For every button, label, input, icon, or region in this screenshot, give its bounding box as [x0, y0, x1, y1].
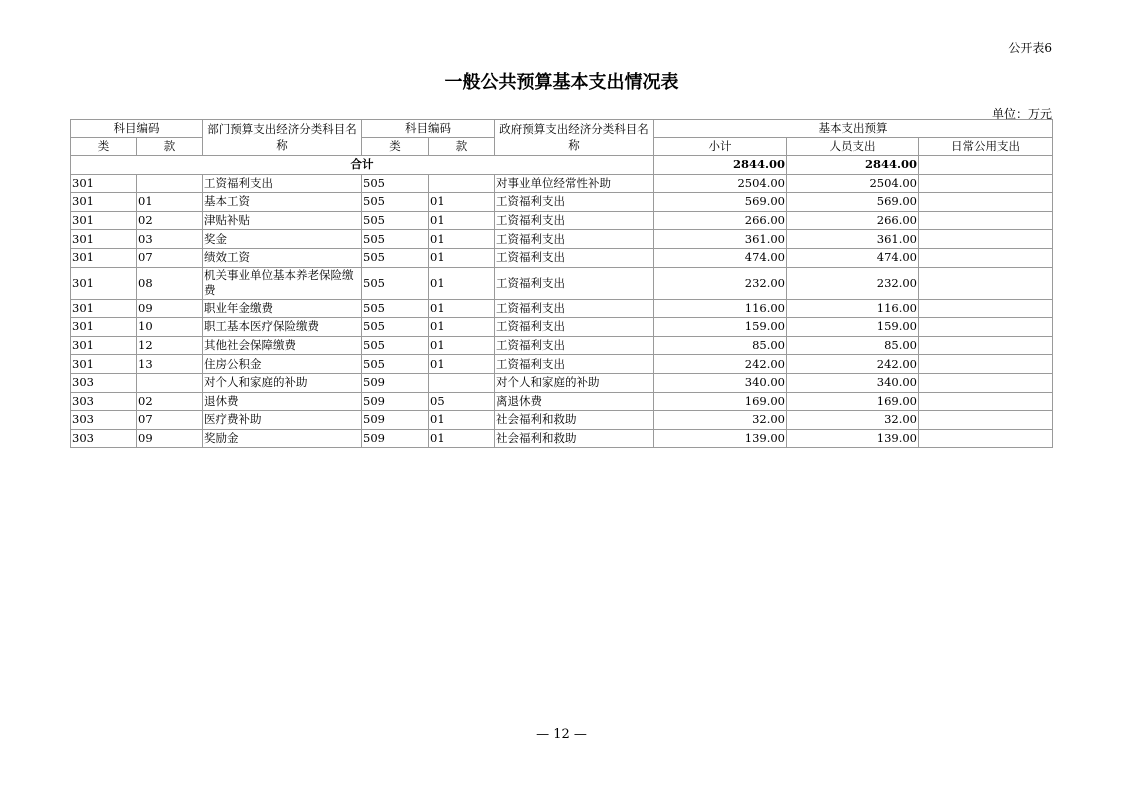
table-row: [71, 193, 1053, 212]
cell-gov-item: 01: [429, 411, 495, 430]
cell-dept-name: 其他社会保障缴费: [203, 336, 362, 355]
cell-dept-item: [137, 373, 203, 392]
cell-dept-name: 工资福利支出: [203, 174, 362, 193]
header-gov-name: 政府预算支出经济分类科目名称: [495, 120, 654, 156]
cell-dept-name: 机关事业单位基本养老保险缴费: [203, 267, 362, 299]
table-row: [71, 267, 1053, 299]
cell-gov-item: 01: [429, 248, 495, 267]
cell-subtotal: 242.00: [654, 355, 787, 374]
cell-gov-item: 01: [429, 267, 495, 299]
cell-gov-item: [429, 373, 495, 392]
cell-gov-item: [429, 174, 495, 193]
budget-table: [70, 119, 1053, 448]
cell-dept-name: 职业年金缴费: [203, 299, 362, 318]
cell-gov-name: 工资福利支出: [495, 318, 654, 337]
cell-personnel: 266.00: [787, 211, 919, 230]
total-daily: [919, 156, 1053, 175]
page-title: 一般公共预算基本支出情况表: [444, 72, 679, 93]
table-header: [71, 120, 1053, 156]
total-label: 合计: [71, 156, 654, 175]
cell-subtotal: 169.00: [654, 392, 787, 411]
cell-personnel: 169.00: [787, 392, 919, 411]
cell-dept-class: 301: [71, 248, 137, 267]
cell-subtotal: 159.00: [654, 318, 787, 337]
cell-dept-item: 02: [137, 211, 203, 230]
cell-dept-name: 绩效工资: [203, 248, 362, 267]
form-number: 公开表6: [1008, 41, 1052, 55]
cell-daily: [919, 373, 1053, 392]
cell-personnel: 340.00: [787, 373, 919, 392]
total-subtotal: 2844.00: [654, 156, 787, 175]
cell-personnel: 139.00: [787, 429, 919, 448]
table-row: [71, 355, 1053, 374]
cell-dept-class: 301: [71, 230, 137, 249]
cell-gov-name: 社会福利和救助: [495, 429, 654, 448]
table-row: [71, 230, 1053, 249]
cell-gov-item: 01: [429, 318, 495, 337]
cell-gov-class: 505: [362, 299, 429, 318]
cell-gov-name: 工资福利支出: [495, 248, 654, 267]
cell-gov-class: 505: [362, 174, 429, 193]
header-dept-class: 类: [71, 138, 137, 156]
cell-dept-item: 10: [137, 318, 203, 337]
cell-daily: [919, 355, 1053, 374]
header-gov-code: 科目编码: [362, 120, 495, 138]
cell-dept-class: 303: [71, 429, 137, 448]
cell-gov-class: 505: [362, 211, 429, 230]
cell-dept-item: 07: [137, 248, 203, 267]
header-gov-item: 款: [429, 138, 495, 156]
cell-dept-name: 退休费: [203, 392, 362, 411]
cell-subtotal: 340.00: [654, 373, 787, 392]
header-daily: 日常公用支出: [919, 138, 1053, 156]
page-number: — 12 —: [536, 727, 587, 742]
table-row: [71, 318, 1053, 337]
cell-daily: [919, 211, 1053, 230]
cell-dept-class: 303: [71, 373, 137, 392]
total-personnel: 2844.00: [787, 156, 919, 175]
cell-subtotal: 361.00: [654, 230, 787, 249]
cell-dept-item: 09: [137, 429, 203, 448]
cell-gov-class: 509: [362, 429, 429, 448]
cell-gov-class: 505: [362, 193, 429, 212]
table-row: [71, 429, 1053, 448]
cell-gov-class: 505: [362, 230, 429, 249]
cell-subtotal: 116.00: [654, 299, 787, 318]
cell-subtotal: 474.00: [654, 248, 787, 267]
cell-dept-class: 301: [71, 174, 137, 193]
cell-daily: [919, 429, 1053, 448]
cell-gov-class: 505: [362, 336, 429, 355]
header-dept-code: 科目编码: [71, 120, 203, 138]
cell-personnel: 2504.00: [787, 174, 919, 193]
cell-dept-item: 09: [137, 299, 203, 318]
cell-gov-name: 对事业单位经常性补助: [495, 174, 654, 193]
cell-daily: [919, 318, 1053, 337]
cell-gov-class: 505: [362, 248, 429, 267]
cell-personnel: 569.00: [787, 193, 919, 212]
cell-daily: [919, 392, 1053, 411]
table-row: [71, 299, 1053, 318]
cell-dept-class: 301: [71, 355, 137, 374]
cell-gov-item: 01: [429, 336, 495, 355]
table-row: [71, 211, 1053, 230]
unit-label: 单位：万元: [991, 107, 1052, 121]
table-row: [71, 336, 1053, 355]
header-dept-item: 款: [137, 138, 203, 156]
cell-subtotal: 232.00: [654, 267, 787, 299]
table-row: [71, 248, 1053, 267]
cell-gov-class: 509: [362, 392, 429, 411]
cell-personnel: 116.00: [787, 299, 919, 318]
cell-gov-item: 01: [429, 355, 495, 374]
cell-dept-class: 301: [71, 267, 137, 299]
cell-personnel: 232.00: [787, 267, 919, 299]
cell-personnel: 242.00: [787, 355, 919, 374]
cell-dept-name: 对个人和家庭的补助: [203, 373, 362, 392]
cell-dept-class: 301: [71, 211, 137, 230]
cell-dept-item: [137, 174, 203, 193]
cell-dept-name: 奖励金: [203, 429, 362, 448]
header-personnel: 人员支出: [787, 138, 919, 156]
cell-gov-item: 01: [429, 299, 495, 318]
cell-personnel: 361.00: [787, 230, 919, 249]
header-dept-name: 部门预算支出经济分类科目名称: [203, 120, 362, 156]
cell-dept-item: 08: [137, 267, 203, 299]
cell-daily: [919, 230, 1053, 249]
cell-gov-class: 509: [362, 411, 429, 430]
cell-daily: [919, 174, 1053, 193]
cell-dept-name: 奖金: [203, 230, 362, 249]
cell-dept-item: 02: [137, 392, 203, 411]
cell-gov-name: 社会福利和救助: [495, 411, 654, 430]
total-row: [71, 156, 1053, 175]
cell-gov-class: 505: [362, 355, 429, 374]
cell-daily: [919, 267, 1053, 299]
cell-dept-item: 13: [137, 355, 203, 374]
cell-dept-class: 301: [71, 336, 137, 355]
table-row: [71, 411, 1053, 430]
cell-gov-item: 05: [429, 392, 495, 411]
cell-gov-name: 工资福利支出: [495, 230, 654, 249]
cell-gov-name: 工资福利支出: [495, 193, 654, 212]
cell-gov-class: 505: [362, 267, 429, 299]
cell-personnel: 85.00: [787, 336, 919, 355]
cell-daily: [919, 411, 1053, 430]
cell-gov-item: 01: [429, 230, 495, 249]
cell-daily: [919, 193, 1053, 212]
cell-dept-name: 住房公积金: [203, 355, 362, 374]
cell-dept-item: 03: [137, 230, 203, 249]
cell-gov-name: 工资福利支出: [495, 355, 654, 374]
cell-gov-name: 工资福利支出: [495, 299, 654, 318]
cell-dept-name: 医疗费补助: [203, 411, 362, 430]
cell-gov-item: 01: [429, 211, 495, 230]
cell-subtotal: 569.00: [654, 193, 787, 212]
cell-dept-name: 职工基本医疗保险缴费: [203, 318, 362, 337]
cell-subtotal: 32.00: [654, 411, 787, 430]
cell-dept-class: 301: [71, 193, 137, 212]
cell-subtotal: 85.00: [654, 336, 787, 355]
cell-gov-name: 工资福利支出: [495, 267, 654, 299]
cell-daily: [919, 299, 1053, 318]
cell-gov-name: 工资福利支出: [495, 336, 654, 355]
cell-gov-item: 01: [429, 429, 495, 448]
cell-dept-item: 07: [137, 411, 203, 430]
cell-dept-class: 303: [71, 392, 137, 411]
cell-dept-class: 301: [71, 318, 137, 337]
cell-dept-item: 01: [137, 193, 203, 212]
cell-gov-name: 离退休费: [495, 392, 654, 411]
table-row: [71, 373, 1053, 392]
header-basic-budget: 基本支出预算: [654, 120, 1053, 138]
cell-daily: [919, 248, 1053, 267]
header-gov-class: 类: [362, 138, 429, 156]
cell-daily: [919, 336, 1053, 355]
cell-gov-name: 工资福利支出: [495, 211, 654, 230]
cell-personnel: 32.00: [787, 411, 919, 430]
cell-dept-item: 12: [137, 336, 203, 355]
cell-dept-class: 303: [71, 411, 137, 430]
cell-personnel: 159.00: [787, 318, 919, 337]
cell-subtotal: 139.00: [654, 429, 787, 448]
cell-dept-name: 基本工资: [203, 193, 362, 212]
cell-gov-class: 509: [362, 373, 429, 392]
cell-gov-class: 505: [362, 318, 429, 337]
header-subtotal: 小计: [654, 138, 787, 156]
cell-subtotal: 2504.00: [654, 174, 787, 193]
cell-gov-item: 01: [429, 193, 495, 212]
cell-dept-name: 津贴补贴: [203, 211, 362, 230]
cell-personnel: 474.00: [787, 248, 919, 267]
table-row: [71, 392, 1053, 411]
cell-dept-class: 301: [71, 299, 137, 318]
table-row: [71, 174, 1053, 193]
cell-gov-name: 对个人和家庭的补助: [495, 373, 654, 392]
cell-subtotal: 266.00: [654, 211, 787, 230]
